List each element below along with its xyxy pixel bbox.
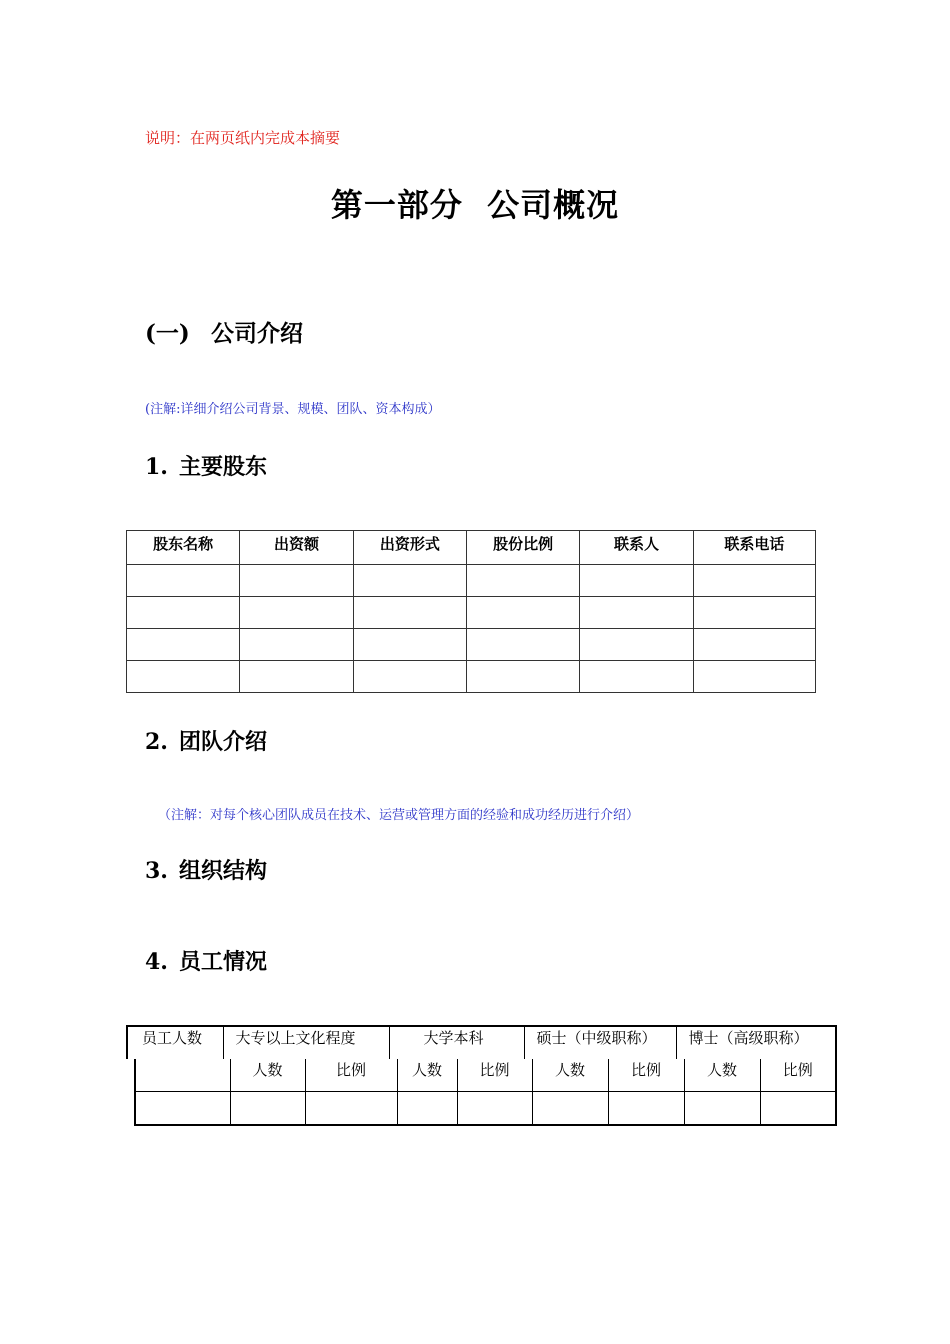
table-cell[interactable] xyxy=(580,565,693,597)
table-cell[interactable] xyxy=(127,597,240,629)
table-cell[interactable] xyxy=(353,629,466,661)
subheading-shareholders xyxy=(145,450,267,481)
table-cell[interactable] xyxy=(760,1092,836,1126)
table-cell[interactable] xyxy=(580,597,693,629)
header-cell: 联系电话 xyxy=(693,531,815,565)
instruction-note: 说明：在两页纸内完成本摘要 xyxy=(145,129,341,147)
table-row xyxy=(127,597,816,629)
subheading-team xyxy=(145,725,267,756)
table-cell[interactable] xyxy=(353,565,466,597)
subheader-cell: 人数 xyxy=(684,1059,760,1092)
subheading-number: 3. xyxy=(145,858,168,884)
header-cell: 股份比例 xyxy=(466,531,579,565)
table-cell[interactable] xyxy=(240,629,353,661)
table-row xyxy=(127,629,816,661)
header-cell: 出资额 xyxy=(240,531,353,565)
subheader-cell: 比例 xyxy=(608,1059,684,1092)
table-cell[interactable] xyxy=(397,1092,457,1126)
table-cell[interactable] xyxy=(353,597,466,629)
table-row xyxy=(127,565,816,597)
table-cell[interactable] xyxy=(457,1092,532,1126)
table-cell[interactable] xyxy=(608,1092,684,1126)
team-note: （注解：对每个核心团队成员在技术、运营或管理方面的经验和成功经历进行介绍） xyxy=(158,808,640,823)
table-row xyxy=(135,1092,836,1126)
section-note: (注解:详细介绍公司背景、规模、团队、资本构成） xyxy=(145,402,441,417)
header-cell: 硕士（中级职称） xyxy=(524,1026,676,1059)
section-number: (一) xyxy=(145,320,190,347)
table-row xyxy=(127,661,816,693)
staff-table xyxy=(134,1059,837,1126)
header-cell: 股东名称 xyxy=(127,531,240,565)
table-cell[interactable] xyxy=(240,597,353,629)
subheader-cell xyxy=(135,1059,230,1092)
table-cell[interactable] xyxy=(353,661,466,693)
subheader-cell: 人数 xyxy=(230,1059,305,1092)
subheading-label: 团队介绍 xyxy=(179,729,268,755)
section-label: 公司介绍 xyxy=(211,320,303,347)
subheader-cell: 人数 xyxy=(532,1059,608,1092)
subheading-staff xyxy=(145,945,267,976)
page-title: 第一部分 公司概况 xyxy=(330,186,620,224)
subheader-cell: 比例 xyxy=(457,1059,532,1092)
subheading-label: 员工情况 xyxy=(179,949,268,975)
subheading-label: 主要股东 xyxy=(179,454,268,480)
table-cell[interactable] xyxy=(466,565,579,597)
subheading-structure xyxy=(145,854,267,885)
table-cell[interactable] xyxy=(684,1092,760,1126)
subheading-number: 1. xyxy=(145,454,168,480)
header-cell: 大学本科 xyxy=(389,1026,524,1059)
subheader-cell: 人数 xyxy=(397,1059,457,1092)
table-cell[interactable] xyxy=(466,661,579,693)
table-cell[interactable] xyxy=(466,597,579,629)
header-cell: 员工人数 xyxy=(127,1026,223,1059)
table-cell[interactable] xyxy=(127,629,240,661)
table-cell[interactable] xyxy=(240,661,353,693)
staff-table-header xyxy=(126,1025,837,1059)
table-cell[interactable] xyxy=(580,629,693,661)
subheader-cell: 比例 xyxy=(305,1059,397,1092)
header-cell: 出资形式 xyxy=(353,531,466,565)
table-cell[interactable] xyxy=(532,1092,608,1126)
table-cell[interactable] xyxy=(693,629,815,661)
table-cell[interactable] xyxy=(230,1092,305,1126)
table-header-row xyxy=(127,531,816,565)
table-header-row xyxy=(127,1026,836,1059)
table-cell[interactable] xyxy=(127,565,240,597)
table-cell[interactable] xyxy=(580,661,693,693)
subheader-cell: 比例 xyxy=(760,1059,836,1092)
table-cell[interactable] xyxy=(240,565,353,597)
table-cell[interactable] xyxy=(135,1092,230,1126)
table-cell[interactable] xyxy=(305,1092,397,1126)
subheading-number: 4. xyxy=(145,949,168,975)
header-cell: 博士（高级职称） xyxy=(676,1026,836,1059)
section-heading xyxy=(145,315,303,348)
table-cell[interactable] xyxy=(466,629,579,661)
subheading-label: 组织结构 xyxy=(179,858,268,884)
table-cell[interactable] xyxy=(127,661,240,693)
subheading-number: 2. xyxy=(145,729,168,755)
table-cell[interactable] xyxy=(693,661,815,693)
header-cell: 联系人 xyxy=(580,531,693,565)
table-cell[interactable] xyxy=(693,565,815,597)
table-subheader-row xyxy=(135,1059,836,1092)
header-cell: 大专以上文化程度 xyxy=(223,1026,389,1059)
table-cell[interactable] xyxy=(693,597,815,629)
shareholder-table xyxy=(126,530,816,693)
